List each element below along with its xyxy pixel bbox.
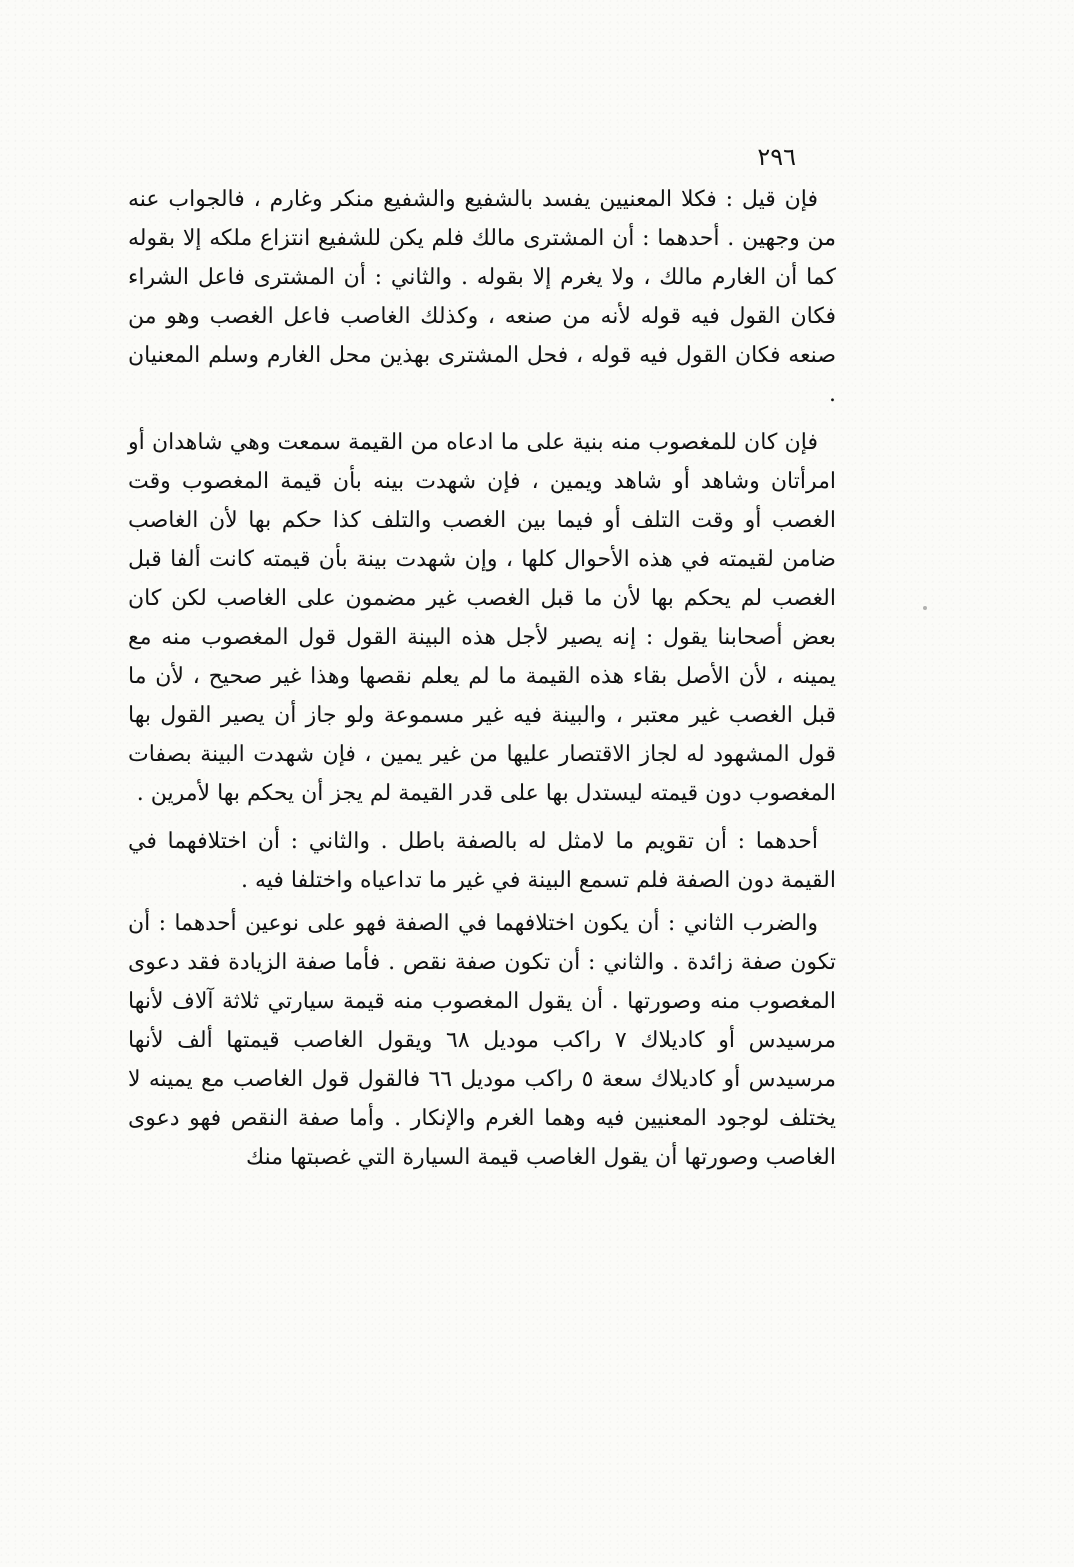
arabic-text-body — [128, 180, 836, 1177]
scan-speck — [923, 606, 927, 610]
page-number: ٢٩٦ — [757, 143, 796, 171]
paragraph-3: أحدهما : أن تقويم ما لامثل له بالصفة باطل . والثاني : أن اختلافهما في القيمة دون الصفة فلم تسمع البينة في غير ما تداعياه واختلفا فيه . — [128, 829, 836, 893]
paragraph-2: فإن كان للمغصوب منه بنية على ما ادعاه من القيمة سمعت وهي شاهدان أو امرأتان وشاهد أو شاهد ويمين ، فإن شهدت بينه بأن قيمة المغصوب وقت الغصب أو وقت التلف أو فيما بين الغصب والتلف كذا حكم بها لأن الغاصب ضامن لقيمته في هذه الأحوال كلها ، وإن شهدت بينة بأن قيمته كانت ألفا قبل الغصب لم يحكم بها لأن ما قبل الغصب غير مضمون على الغاصب لكن كان بعض أصحابنا يقول : إنه يصير لأجل هذه البينة القول قول المغصوب منه مع يمينه ، لأن الأصل بقاء هذه القيمة ما لم يعلم نقصها وهذا غير صحيح ، لأن ما قبل الغصب غير معتبر ، والبينة فيه غير مسموعة ولو جاز أن يصير القول بها قول المشهود له لجاز الاقتصار عليها من غير يمين ، فإن شهدت البينة بصفات المغصوب دون قيمته ليستدل بها على قدر القيمة لم يجز أن يحكم بها لأمرين . — [128, 430, 836, 806]
paragraph-1: فإن قيل : فكلا المعنيين يفسد بالشفيع والشفيع منكر وغارم ، فالجواب عنه من وجهين . أحدهما : أن المشترى مالك فلم يكن للشفيع انتزاع ملكه إلا بقوله كما أن الغارم مالك ، ولا يغرم إلا بقوله . والثاني : أن المشترى فاعل الشراء فكان القول فيه قوله لأنه من صنعه ، وكذلك الغاصب فاعل الغصب وهو من صنعه فكان القول فيه قوله ، فحل المشترى بهذين محل الغارم وسلم المعنيان . — [128, 187, 836, 407]
paragraph-4: والضرب الثاني : أن يكون اختلافهما في الصفة فهو على نوعين أحدهما : أن تكون صفة زائدة . والثاني : أن تكون صفة نقص . فأما صفة الزيادة فقد دعوى المغصوب منه وصورتها . أن يقول المغصوب منه قيمة سيارتي ثلاثة آلاف لأنها مرسيدس أو كاديلاك ٧ راكب موديل ٦٨ ويقول الغاصب قيمتها ألف لأنها مرسيدس أو كاديلاك سعة ٥ راكب موديل ٦٦ فالقول قول الغاصب مع يمينه لا يختلف لوجود المعنيين فيه وهما الغرم والإنكار . وأما صفة النقص فهو دعوى الغاصب وصورتها أن يقول الغاصب قيمة السيارة التي غصبتها منك — [128, 911, 836, 1170]
